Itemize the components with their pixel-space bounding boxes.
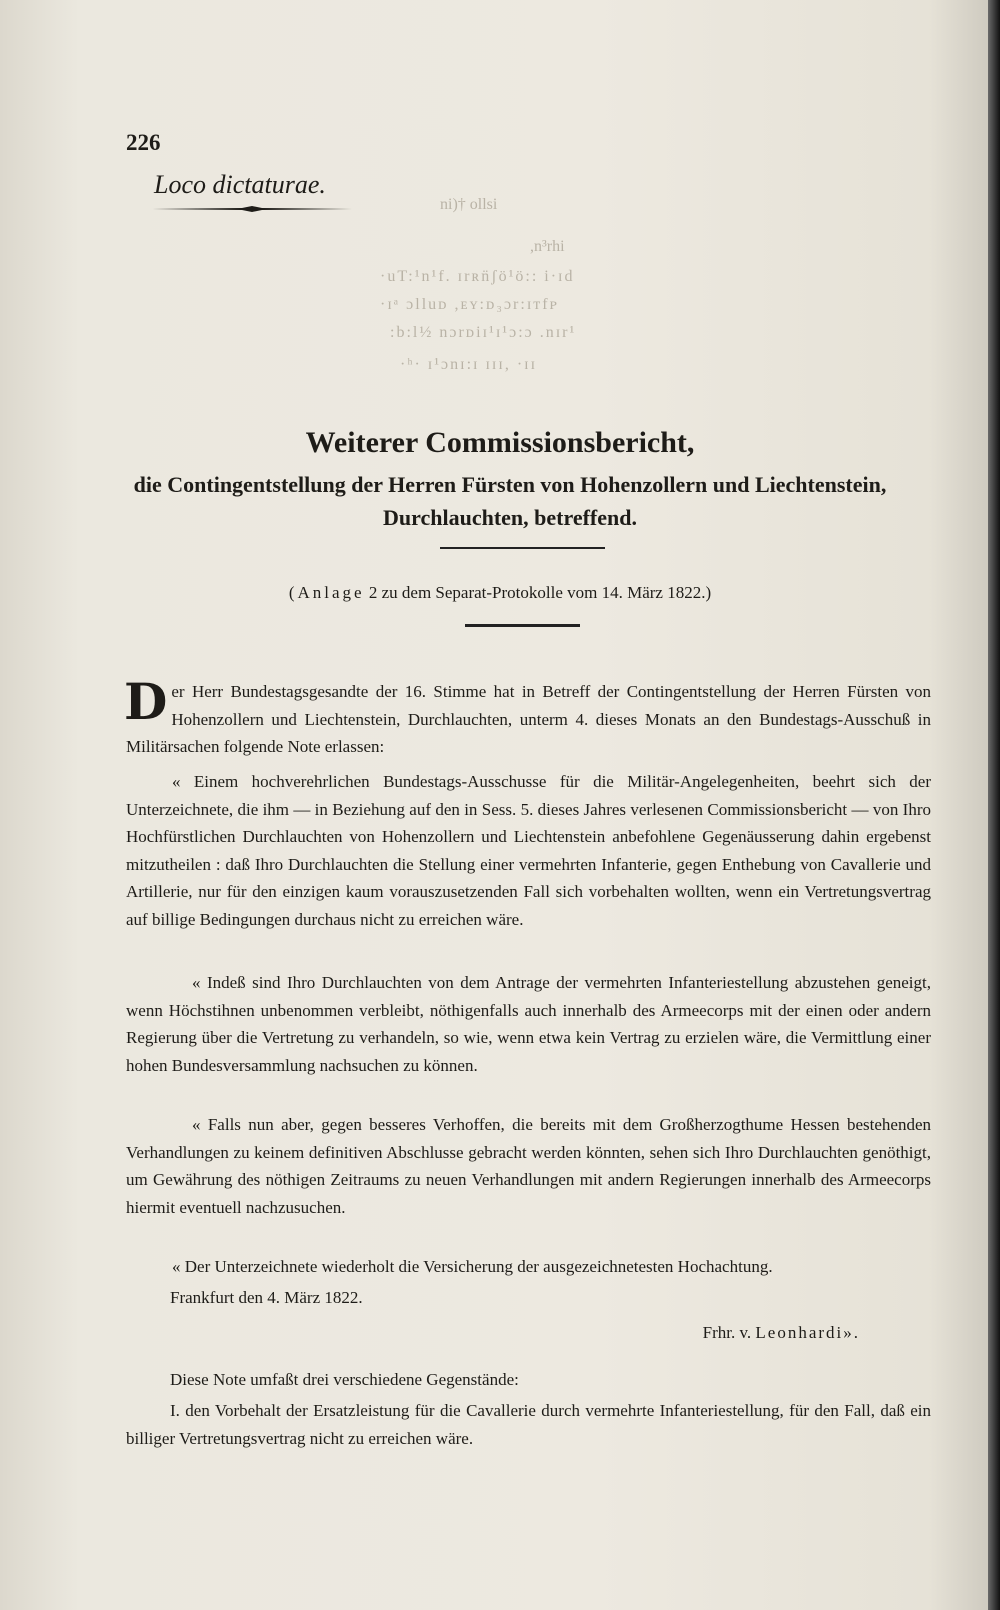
- divider-rule: [440, 547, 605, 549]
- drop-cap: D: [124, 672, 168, 731]
- show-through-text: ,n³rhi: [530, 238, 565, 255]
- signature-prefix: Frhr. v.: [702, 1323, 752, 1342]
- show-through-text: ·ʰ· ɪ¹ɔnɪ:ɪ ɪɪɪ, ·ɪɪ: [400, 356, 538, 373]
- show-through-text: :b:l½ nɔrᴅiɪ¹ɪ¹ɔ:ɔ .nɪr¹: [390, 324, 577, 341]
- paragraph-summary: Diese Note umfaßt drei verschiedene Gegenstände:: [170, 1370, 519, 1389]
- show-through-text: ·ɪᵃ ɔlluᴅ ,ᴇʏ:ᴅ₃ɔr:ɪᴛfᴘ: [380, 296, 559, 313]
- subtitle-line: die Contingentstellung der Herren Fürsten von Hohenzollern und Liechtenstein,: [133, 472, 887, 497]
- show-through-text: ni)† ollsi: [440, 196, 498, 213]
- ornament-rule: [152, 206, 352, 212]
- quoted-paragraph: « Indeß sind Ihro Durchlauchten von dem Antrage der vermehrten Infanteriestellung abzustehen geneigt, wenn Höchstihnen unbenommen verbleibt, nöthigenfalls auch innerhalb des Armeecorps mit der einen oder andern Regierung über die Vertretung zu verhandeln, so wie, wenn etwa kein Vertrag zu erzielen wäre, die Vermittlung einer hohen Bundesversammlung nachsuchen zu können.: [126, 973, 931, 1075]
- subtitle-line: Durchlauchten, betreffend.: [382, 505, 637, 530]
- annex-reference: [0, 583, 1000, 603]
- list-item: I. den Vorbehalt der Ersatzleistung für die Cavallerie durch vermehrte Infanteriestellung, für den Fall, daß ein billiger Vertretungsvertrag nicht zu erreichen wäre.: [126, 1401, 931, 1448]
- signature: [600, 1319, 860, 1347]
- section-subtitle: [120, 468, 900, 534]
- paragraph-text: er Herr Bundestagsgesandte der 16. Stimme hat in Betreff der Contingentstellung der Herren Fürsten von Hohenzollern und Liechtenstein, Durchlauchten, unterm 4. dieses Monats an den Bundestags-Ausschuß in Militärsachen folgende Note erlassen:: [126, 682, 931, 757]
- page-edge: [988, 0, 1000, 1610]
- section-title: Weiterer Commissionsbericht,: [305, 426, 695, 459]
- paragraph-intro: [124, 672, 931, 761]
- page-number: 226: [126, 130, 161, 155]
- quoted-paragraph: « Einem hochverehrlichen Bundestags-Ausschusse für die Militär-Angelegenheiten, beehrt sich der Unterzeichnete, die ihm — in Beziehung auf den in Sess. 5. dieses Jahres verlesenen Commissionsbericht — von Ihro Hochfürstlichen Durchlauchten von Hohenzollern und Liechtenstein anbefohlene Gegenäusserung dahin ergebenst mitzutheilen : daß Ihro Durchlauchten die Stellung einer vermehrten Infanterie, gegen Enthebung von Cavallerie und Artillerie, nur für den einzigen kaum vorauszusetzenden Fall sich vorbehalten wollten, wenn ein Vertretungsvertrag auf billige Bedingungen durchaus nicht zu erreichen wäre.: [126, 772, 931, 929]
- signature-name: Leonhardi».: [755, 1323, 860, 1342]
- annex-details: 2 zu dem Separat-Protokolle vom 14. März 1822.): [368, 583, 712, 602]
- divider-rule: [465, 624, 580, 627]
- show-through-text: ·uT:¹n¹f. ɪrʀn̈ʃö¹ö:: i·ɪd: [380, 268, 575, 285]
- annex-label: (Anlage: [288, 583, 365, 602]
- place-date: Frankfurt den 4. März 1822.: [170, 1288, 363, 1307]
- quoted-paragraph: « Falls nun aber, gegen besseres Verhoffen, die bereits mit dem Großherzogthume Hessen bestehenden Verhandlungen zu keinem definitiven Abschlusse gebracht werden könnten, sehen sich Ihro Durchlauchten genöthigt, um Gewährung des nöthigen Zeitraums zu neuen Verhandlungen mit andern Regierungen innerhalb des Armeecorps hiermit eventuell nachzusuchen.: [126, 1115, 931, 1217]
- quoted-paragraph: « Der Unterzeichnete wiederholt die Versicherung der ausgezeichnetesten Hochachtung.: [172, 1257, 773, 1276]
- running-head: Loco dictaturae.: [154, 170, 326, 199]
